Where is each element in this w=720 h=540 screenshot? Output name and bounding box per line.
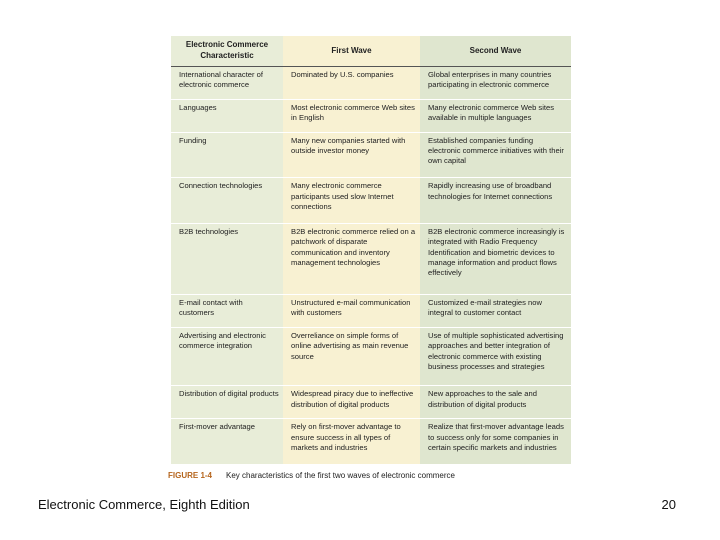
- row-first-wave-cell: Widespread piracy due to ineffective distribution of digital products: [283, 386, 420, 419]
- table-header-row: [171, 36, 571, 67]
- column-header-second-wave: Second Wave: [420, 36, 571, 67]
- column-header-characteristic: Electronic Commerce Characteristic: [171, 36, 283, 67]
- row-second-wave-cell: Rapidly increasing use of broadband technologies for Internet connections: [420, 178, 571, 224]
- row-second-wave-cell: B2B electronic commerce increasingly is integrated with Radio Frequency Identification and biometric devices to manage information and product flows effectively: [420, 224, 571, 295]
- table-row: [171, 99, 571, 132]
- table-row: [171, 386, 571, 419]
- table-row: [171, 419, 571, 464]
- row-first-wave-cell: B2B electronic commerce relied on a patchwork of disparate communication and inventory management technologies: [283, 224, 420, 295]
- row-second-wave-cell: Many electronic commerce Web sites available in multiple languages: [420, 99, 571, 132]
- row-characteristic-cell: Distribution of digital products: [171, 386, 283, 419]
- row-characteristic-cell: First-mover advantage: [171, 419, 283, 464]
- page-number: 20: [661, 497, 676, 512]
- table-row: [171, 295, 571, 328]
- table-row: [171, 328, 571, 386]
- row-characteristic-cell: Languages: [171, 99, 283, 132]
- row-characteristic-cell: International character of electronic commerce: [171, 67, 283, 100]
- figure-caption-text: Key characteristics of the first two waves of electronic commerce: [226, 471, 455, 480]
- row-first-wave-cell: Most electronic commerce Web sites in English: [283, 99, 420, 132]
- row-second-wave-cell: Use of multiple sophisticated advertising approaches and better integration of electronic commerce with existing business processes and strategies: [420, 328, 571, 386]
- row-characteristic-cell: Connection technologies: [171, 178, 283, 224]
- row-first-wave-cell: Rely on first-mover advantage to ensure success in all types of markets and industries: [283, 419, 420, 464]
- column-header-first-wave: First Wave: [283, 36, 420, 67]
- row-second-wave-cell: Realize that first-mover advantage leads to success only for some companies in certain specific markets and industries: [420, 419, 571, 464]
- row-characteristic-cell: Advertising and electronic commerce integration: [171, 328, 283, 386]
- row-second-wave-cell: New approaches to the sale and distribution of digital products: [420, 386, 571, 419]
- row-first-wave-cell: Dominated by U.S. companies: [283, 67, 420, 100]
- table-row: [171, 132, 571, 178]
- figure-label: FIGURE 1-4: [168, 471, 213, 480]
- table-row: [171, 224, 571, 295]
- row-first-wave-cell: Many electronic commerce participants used slow Internet connections: [283, 178, 420, 224]
- row-characteristic-cell: Funding: [171, 132, 283, 178]
- characteristics-table: [171, 36, 571, 464]
- row-second-wave-cell: Established companies funding electronic commerce initiatives with their own capital: [420, 132, 571, 178]
- row-first-wave-cell: Overreliance on simple forms of online advertising as main revenue source: [283, 328, 420, 386]
- table-row: [171, 67, 571, 100]
- row-first-wave-cell: Unstructured e-mail communication with customers: [283, 295, 420, 328]
- footer-book-title: Electronic Commerce, Eighth Edition: [38, 497, 250, 512]
- row-characteristic-cell: B2B technologies: [171, 224, 283, 295]
- row-first-wave-cell: Many new companies started with outside investor money: [283, 132, 420, 178]
- row-second-wave-cell: Global enterprises in many countries participating in electronic commerce: [420, 67, 571, 100]
- table-row: [171, 178, 571, 224]
- row-second-wave-cell: Customized e-mail strategies now integral to customer contact: [420, 295, 571, 328]
- figure-caption: [168, 471, 455, 480]
- row-characteristic-cell: E-mail contact with customers: [171, 295, 283, 328]
